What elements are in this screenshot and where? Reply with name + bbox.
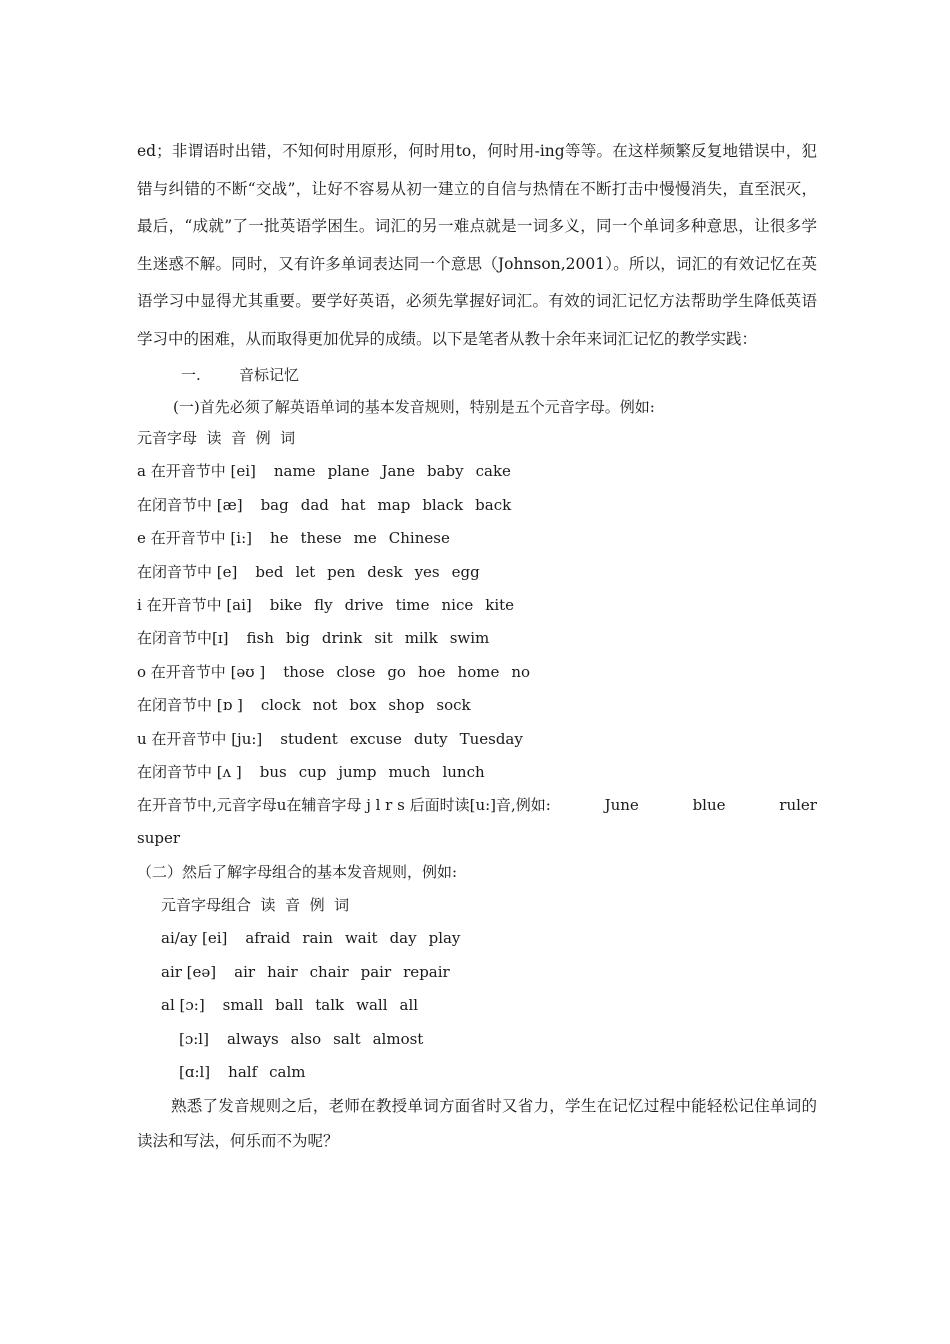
example-word: Chinese [388,529,450,548]
example-word: afraid [245,929,291,948]
example-word: wait [344,929,378,948]
example-word: calm [269,1062,306,1081]
example-word: home [457,662,500,681]
table-row [137,1023,817,1056]
example-word: cup [298,763,327,782]
table-row [137,1056,817,1089]
table1-header: 元音字母 读 音 例 词 [137,429,296,447]
row-rule: i 在开音节中 [ai] [137,596,252,615]
u-rule-word: ruler [779,796,817,815]
letter-combination-table [137,922,817,1089]
row-rule: [ɔ:l] [179,1029,209,1048]
section-title: 音标记忆 [239,366,300,384]
example-word: name [273,462,316,481]
row-rule: 在闭音节中 [æ] [137,495,243,514]
subsection-1-title: (一)首先必须了解英语单词的基本发音规则，特别是五个元音字母。例如: [173,398,655,416]
example-word: desk [367,562,403,581]
table-row [137,689,817,722]
example-word: these [300,529,342,548]
example-word: fly [314,596,333,615]
example-word: hair [267,962,298,981]
example-word: rain [302,929,333,948]
table-row [137,723,817,756]
u-rule-line [137,789,817,822]
example-word: pair [360,962,392,981]
example-word: lunch [442,763,485,782]
example-word: repair [403,962,450,981]
example-word: half [228,1062,258,1081]
u-rule-word: blue [692,796,726,815]
example-word: plane [327,462,370,481]
example-word: dad [300,495,329,514]
example-word: bed [255,562,284,581]
example-word: cake [475,462,511,481]
example-word: excuse [349,729,402,748]
example-word: always [226,1029,279,1048]
example-word: Jane [381,462,415,481]
table-row [137,522,817,555]
example-word: box [349,696,377,715]
table2-header: 元音字母组合 读 音 例 词 [161,895,350,914]
example-word: egg [451,562,480,581]
row-rule: o 在开音节中 [əʊ ] [137,662,266,681]
example-word: he [269,529,289,548]
closing-paragraph: 熟悉了发音规则之后，老师在教授单词方面省时又省力，学生在记忆过程中能轻松记住单词的读法和写法，何乐而不为呢？ [137,1097,817,1151]
example-word: pen [327,562,356,581]
example-word: day [389,929,417,948]
example-word: yes [414,562,440,581]
example-word: sit [374,629,393,648]
example-word: much [388,763,431,782]
example-word: almost [372,1029,424,1048]
example-word: ball [275,996,304,1015]
subsection-2-title: （二）然后了解字母组合的基本发音规则，例如: [137,862,458,881]
example-word: student [280,729,338,748]
vowel-table [137,455,817,789]
example-word: milk [404,629,438,648]
table-row [137,656,817,689]
example-word: fish [246,629,274,648]
table-row [137,622,817,655]
example-word: wall [356,996,388,1015]
row-rule: 在闭音节中 [ʌ ] [137,763,242,782]
row-rule: u 在开音节中 [ju:] [137,729,263,748]
example-word: bus [259,763,287,782]
example-word: clock [260,696,301,715]
example-word: back [475,495,512,514]
example-word: also [290,1029,322,1048]
row-rule: e 在开音节中 [i:] [137,529,252,548]
example-word: air [234,962,256,981]
u-rule-tail: super [137,829,181,848]
section-heading [137,360,817,390]
row-rule: a 在开音节中 [ei] [137,462,256,481]
example-word: me [353,529,377,548]
example-word: not [312,696,338,715]
example-word: drive [344,596,384,615]
example-word: nice [441,596,474,615]
document-page [137,133,817,1159]
example-word: kite [485,596,515,615]
row-rule: air [eə] [161,962,217,981]
example-word: sock [436,696,471,715]
example-word: those [283,662,325,681]
example-word: bag [260,495,289,514]
example-word: no [511,662,531,681]
example-word: drink [321,629,363,648]
example-word: time [395,596,430,615]
table-row [137,989,817,1022]
example-word: talk [315,996,345,1015]
example-word: Tuesday [459,729,523,748]
u-rule-text: 在开音节中,元音字母u在辅音字母 j l r s 后面时读[u:]音,例如: [137,796,551,815]
table-row [137,455,817,488]
example-word: swim [449,629,490,648]
example-word: map [377,495,411,514]
intro-paragraph: ed；非谓语时出错，不知何时用原形，何时用to，何时用-ing等等。在这样频繁反复地错误中，犯错与纠错的不断“交战”，让好不容易从初一建立的自信与热情在不断打击中慢慢消失，直至泯灭，最后，“成就”了一批英语学困生。词汇的另一难点就是一词多义，同一个单词多种意思，让很多学生迷惑不解。同时，又有许多单词表达同一个意思（Johnson,2001）。所以，词汇的有效记忆在英语学习中显得尤其重要。要学好英语，必须先掌握好词汇。有效的词汇记忆方法帮助学生降低英语学习中的困难，从而取得更加优异的成绩。以下是笔者从教十余年来词汇记忆的教学实践： [137,142,817,348]
example-word: chair [309,962,349,981]
example-word: black [422,495,464,514]
table-row [137,756,817,789]
row-rule: 在闭音节中[ɪ] [137,629,229,648]
example-word: let [295,562,316,581]
section-number: 一. [181,366,201,384]
row-rule: al [ɔ:] [161,996,205,1015]
table-row [137,489,817,522]
example-word: hat [340,495,366,514]
example-word: bike [269,596,303,615]
example-word: jump [338,763,377,782]
row-rule: [ɑ:l] [179,1062,211,1081]
row-rule: 在闭音节中 [ɒ ] [137,696,243,715]
example-word: all [399,996,419,1015]
example-word: go [387,662,406,681]
table-row [137,556,817,589]
example-word: close [336,662,376,681]
row-rule: 在闭音节中 [e] [137,562,238,581]
example-word: hoe [417,662,446,681]
example-word: play [428,929,461,948]
example-word: big [285,629,310,648]
example-word: salt [333,1029,361,1048]
example-word: shop [388,696,425,715]
table-row [137,922,817,955]
row-rule: ai/ay [ei] [161,929,228,948]
example-word: baby [426,462,464,481]
example-word: duty [413,729,448,748]
table-row [137,956,817,989]
u-rule-word: June [604,796,639,815]
example-word: small [222,996,264,1015]
table-row [137,589,817,622]
